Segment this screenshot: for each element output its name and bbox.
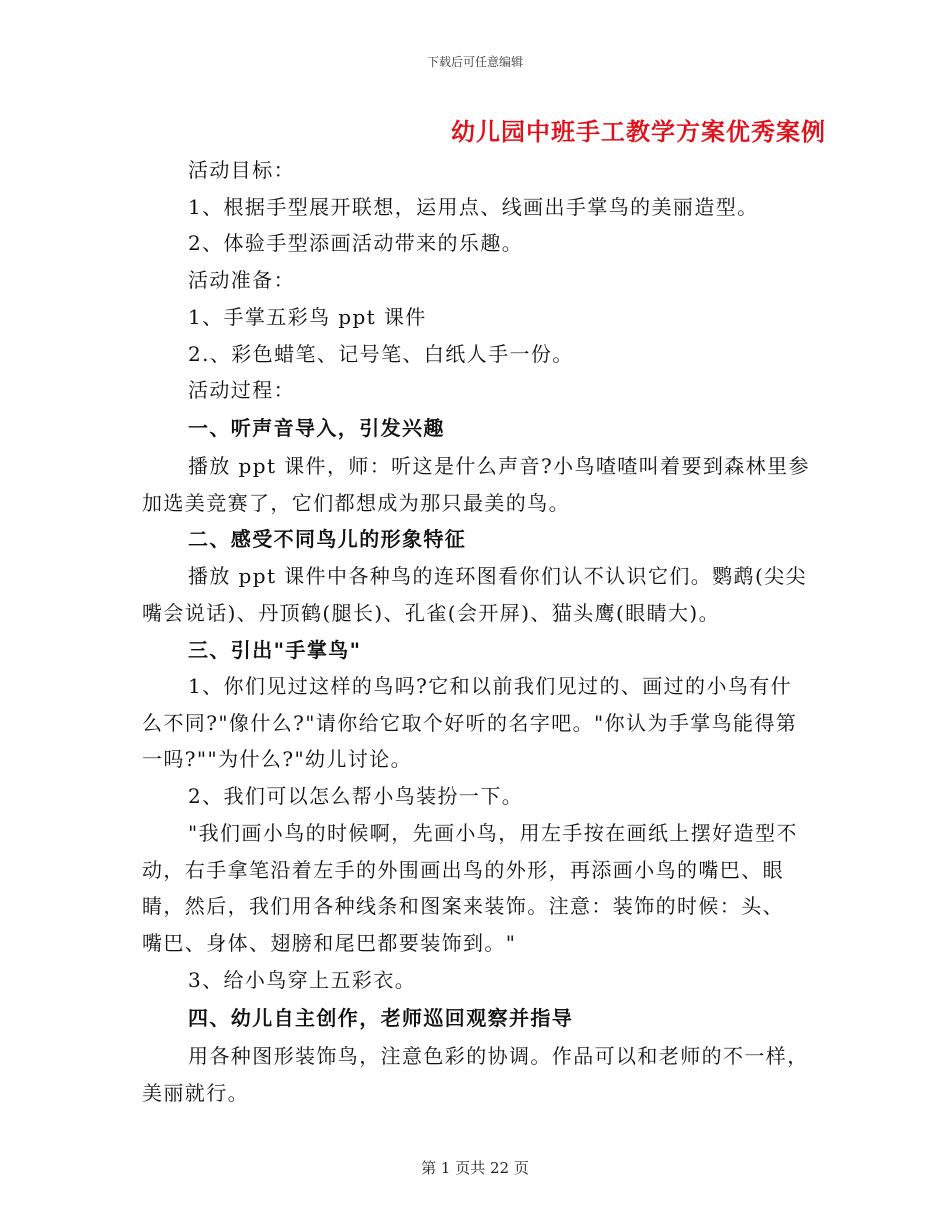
section-2-paragraph [142,558,810,631]
paragraph-line: 么不同?"像什么?"请你给它取个好听的名字吧。"你认为手掌鸟能得第 [142,710,798,735]
paragraph-line: 用各种图形装饰鸟，注意色彩的协调。作品可以和老师的不一样， [188,1044,809,1068]
section-3-item-1 [142,668,810,778]
section-3-item-2: 2、我们可以怎么帮小鸟装扮一下。 [188,784,524,808]
paragraph-line: 播放 ppt 课件中各种鸟的连环图看你们认不认识它们。鹦鹉(尖尖 [188,564,807,588]
section-2-heading: 二、感受不同鸟儿的形象特征 [188,527,467,551]
section-3-heading: 三、引出"手掌鸟" [188,638,362,662]
paragraph-line: "我们画小鸟的时候啊，先画小鸟，用左手按在画纸上摆好造型不 [188,821,798,845]
section-1-heading: 一、听声音导入，引发兴趣 [188,416,445,440]
goal-item-1: 1、根据手型展开联想，运用点、线画出手掌鸟的美丽造型。 [188,195,759,219]
paragraph-line: 加选美竞赛了，它们都想成为那只最美的鸟。 [142,490,570,515]
paragraph-line: 播放 ppt 课件，师：听这是什么声音?小鸟喳喳叫着要到森林里参 [188,454,810,478]
section-3-item-3: 3、给小鸟穿上五彩衣。 [188,968,417,992]
header-note: 下载后可任意编辑 [426,55,523,69]
prep-item-2: 2.、彩色蜡笔、记号笔、白纸人手一份。 [188,342,574,366]
section-3-quote [142,815,810,962]
goal-item-2: 2、体验手型添画活动带来的乐趣。 [188,231,524,255]
section-4-paragraph [142,1038,810,1111]
paragraph-line: 嘴巴、身体、翅膀和尾巴都要装饰到。" [142,931,517,956]
paragraph-line: 嘴会说话)、丹顶鹤(腿长)、孔雀(会开屏)、猫头鹰(眼睛大)。 [142,600,721,625]
prep-heading: 活动准备： [188,268,295,292]
document-title: 幼儿园中班手工教学方案优秀案例 [451,117,826,146]
paragraph-line: 1、你们见过这样的鸟吗?它和以前我们见过的、画过的小鸟有什 [188,674,793,698]
paragraph-line: 美丽就行。 [142,1080,249,1105]
section-4-heading: 四、幼儿自主创作，老师巡回观察并指导 [188,1006,574,1030]
section-1-paragraph [142,448,810,521]
paragraph-line: 睛，然后，我们用各种线条和图案来装饰。注意：装饰的时候：头、 [142,894,784,919]
process-heading: 活动过程： [188,378,295,402]
page-number-footer: 第 1 页共 22 页 [421,1159,529,1177]
paragraph-line: 动，右手拿笔沿着左手的外围画出鸟的外形，再添画小鸟的嘴巴、眼 [142,857,784,882]
prep-item-1: 1、手掌五彩鸟 ppt 课件 [188,305,427,329]
paragraph-line: 一吗?""为什么?"幼儿讨论。 [142,747,413,772]
goal-heading: 活动目标： [188,158,295,182]
